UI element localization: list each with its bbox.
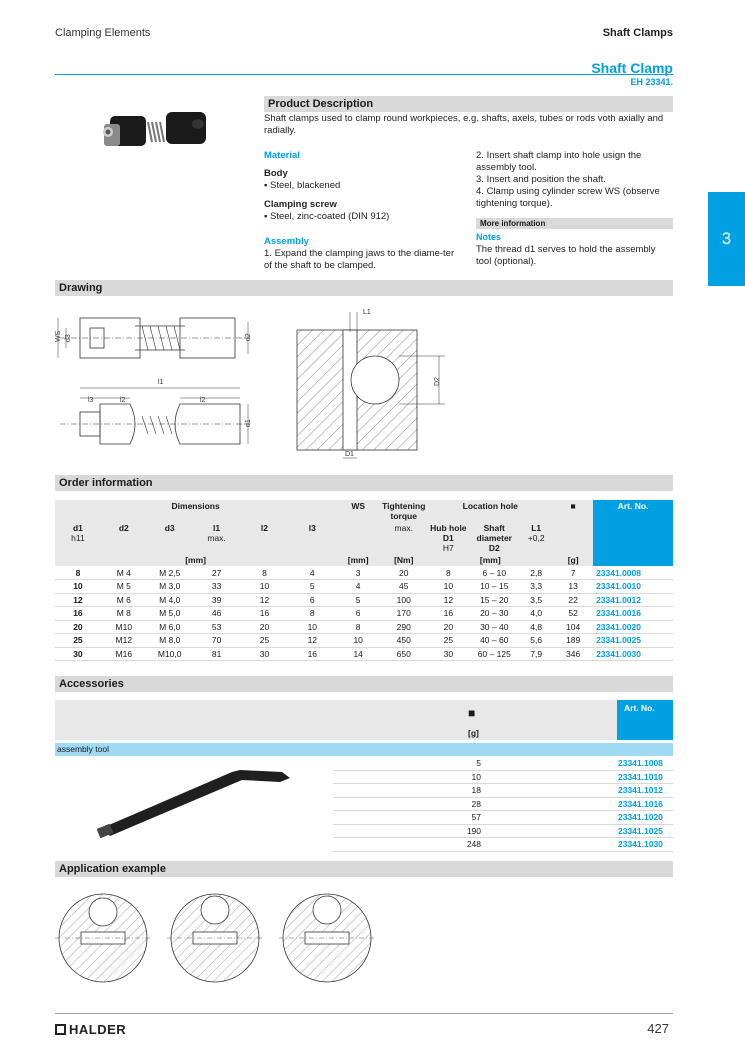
product-code: EH 23341. xyxy=(630,77,673,87)
assembly-step-4: 4. Clamp using cylinder screw WS (observe tightening torque). xyxy=(476,186,660,209)
order-art-no[interactable]: 23341.0025 xyxy=(593,634,673,648)
col-d1-sub: h11 xyxy=(71,533,85,543)
body-label: Body xyxy=(264,168,288,179)
product-description-heading: Product Description xyxy=(264,96,673,112)
col-d1 xyxy=(55,522,101,554)
order-cell: M 8 xyxy=(101,607,147,621)
accessory-art-no[interactable]: 23341.1010 xyxy=(618,771,663,782)
label-D2: D2 xyxy=(434,377,441,386)
accessory-art-no[interactable]: 23341.1012 xyxy=(618,785,663,796)
order-cell: M12 xyxy=(101,634,147,648)
assembly-step-3: 3. Insert and position the shaft. xyxy=(476,174,606,185)
accessory-row xyxy=(333,771,673,785)
order-cell: 650 xyxy=(380,647,427,661)
weight-icon: ■ xyxy=(553,500,593,522)
accessories-heading: Accessories xyxy=(55,676,673,692)
footer-rule xyxy=(55,1013,673,1014)
accessories-art-no-header: Art. No. xyxy=(617,700,673,740)
col-L1-sub: +0,2 xyxy=(527,533,545,543)
order-cell: 70 xyxy=(193,634,241,648)
order-row xyxy=(55,566,673,580)
label-L1: L1 xyxy=(363,309,371,316)
order-art-no[interactable]: 23341.0016 xyxy=(593,607,673,621)
order-cell: M 4 xyxy=(101,566,147,580)
chapter-tab[interactable]: 3 xyxy=(708,192,745,286)
accessory-art-no[interactable]: 23341.1016 xyxy=(618,798,663,809)
order-cell: 25 xyxy=(55,634,101,648)
order-cell: 3 xyxy=(336,566,380,580)
col-d3: d3 xyxy=(147,522,193,554)
col-l2: l2 xyxy=(241,522,289,554)
order-cell: 104 xyxy=(553,620,593,634)
accessory-row xyxy=(333,798,673,812)
order-cell: M 5 xyxy=(101,580,147,594)
accessory-weight: 18 xyxy=(471,785,481,796)
body-item-text: Steel, blackened xyxy=(270,180,341,191)
accessory-art-no[interactable]: 23341.1030 xyxy=(618,839,663,850)
technical-drawing-installation xyxy=(295,302,450,464)
col-hub xyxy=(427,522,469,554)
label-l2-left: l2 xyxy=(120,397,126,404)
order-cell: 8 xyxy=(55,566,101,580)
order-cell: 30 xyxy=(427,647,469,661)
col-shaft-d2: D2 xyxy=(488,543,500,553)
header-category: Shaft Clamps xyxy=(602,27,673,39)
notes-label: Notes xyxy=(476,232,502,242)
unit-mm: [mm] xyxy=(55,554,336,566)
order-cell: 16 xyxy=(427,607,469,621)
order-heading: Order information xyxy=(55,475,673,491)
order-row xyxy=(55,607,673,621)
order-cell: 4,8 xyxy=(519,620,553,634)
page-number: 427 xyxy=(647,1021,669,1036)
order-cell: 27 xyxy=(193,566,241,580)
order-row xyxy=(55,647,673,661)
col-l1-label: l1 xyxy=(213,523,221,533)
assembly-step-4-text: Clamp using cylinder screw WS (observe tightening torque). xyxy=(476,186,660,209)
order-art-no-header: Art. No. xyxy=(593,500,673,566)
accessory-row xyxy=(333,825,673,839)
order-cell: 45 xyxy=(380,580,427,594)
accessory-art-no[interactable]: 23341.1025 xyxy=(618,825,663,836)
order-cell: M10 xyxy=(101,620,147,634)
order-cell: 60 – 125 xyxy=(469,647,519,661)
order-table xyxy=(55,500,673,661)
order-table-body xyxy=(55,566,673,661)
order-group-location: Location hole xyxy=(427,500,553,522)
order-cell: 16 xyxy=(288,647,336,661)
product-image xyxy=(88,104,218,164)
order-cell: 20 xyxy=(380,566,427,580)
order-cell: 10 xyxy=(55,580,101,594)
order-cell: 450 xyxy=(380,634,427,648)
order-cell: 13 xyxy=(553,580,593,594)
accessories-table-header xyxy=(55,700,673,740)
order-cell: 10 xyxy=(288,620,336,634)
order-art-no[interactable]: 23341.0030 xyxy=(593,647,673,661)
order-cell: 12 xyxy=(241,593,289,607)
order-cell: 81 xyxy=(193,647,241,661)
screw-item: ▪ Steel, zinc-coated (DIN 912) xyxy=(264,211,390,222)
assembly-tool-image xyxy=(92,760,297,840)
brand-logo xyxy=(55,1022,126,1037)
order-cell: 40 – 60 xyxy=(469,634,519,648)
description-text: Shaft clamps used to clamp round workpieces, e.g. shafts, axels, tubes or rods voth axially and radially. xyxy=(264,113,664,136)
order-cell: M 6,0 xyxy=(147,620,193,634)
application-example-3 xyxy=(279,894,375,982)
order-cell: 290 xyxy=(380,620,427,634)
col-L1 xyxy=(519,522,553,554)
accessory-weight: 28 xyxy=(471,798,481,809)
order-cell: 8 xyxy=(288,607,336,621)
application-example-2 xyxy=(167,894,263,982)
order-cell: 10 xyxy=(241,580,289,594)
label-d1: d1 xyxy=(245,419,252,427)
page-title: Shaft Clamp xyxy=(591,60,673,76)
body-item: ▪ Steel, blackened xyxy=(264,180,341,191)
application-heading: Application example xyxy=(55,861,673,877)
technical-drawing-clamp xyxy=(50,300,260,470)
col-d2: d2 xyxy=(101,522,147,554)
screw-item-text: Steel, zinc-coated (DIN 912) xyxy=(270,211,390,222)
accessory-weight: 10 xyxy=(471,771,481,782)
label-l3: l3 xyxy=(88,397,94,404)
screw-label: Clamping screw xyxy=(264,199,337,210)
col-d1-label: d1 xyxy=(72,523,83,533)
order-cell: 20 – 30 xyxy=(469,607,519,621)
order-cell: 30 xyxy=(241,647,289,661)
accessory-row xyxy=(333,811,673,825)
order-cell: 4,0 xyxy=(519,607,553,621)
drawing-heading: Drawing xyxy=(55,280,673,296)
brand-name: HALDER xyxy=(69,1022,127,1037)
order-art-no[interactable]: 23341.0010 xyxy=(593,580,673,594)
order-cell: 170 xyxy=(380,607,427,621)
order-cell: 8 xyxy=(336,620,380,634)
order-cell: M 2,5 xyxy=(147,566,193,580)
order-cell: 52 xyxy=(553,607,593,621)
order-cell: M 3,0 xyxy=(147,580,193,594)
order-cell: 22 xyxy=(553,593,593,607)
order-cell: 6 xyxy=(336,607,380,621)
assembly-step-1-text: Expand the clamping jaws to the diame-ter of the shaft to be clamped. xyxy=(264,248,455,271)
order-cell: 15 – 20 xyxy=(469,593,519,607)
unit-g: [g] xyxy=(553,554,593,566)
accessory-weight: 57 xyxy=(471,812,481,823)
more-info-heading: More information xyxy=(476,218,673,229)
order-cell: 39 xyxy=(193,593,241,607)
order-cell: 20 xyxy=(55,620,101,634)
accessories-list xyxy=(333,757,673,852)
order-cell: 5 xyxy=(336,593,380,607)
col-l1-sub: max. xyxy=(207,533,226,543)
label-l1: l1 xyxy=(158,379,164,386)
order-group-ws: WS xyxy=(336,500,380,522)
order-cell: 10 – 15 xyxy=(469,580,519,594)
accessory-weight: 5 xyxy=(476,758,481,769)
order-cell: 30 – 40 xyxy=(469,620,519,634)
order-cell: 20 xyxy=(427,620,469,634)
label-ws: WS xyxy=(55,330,62,342)
assembly-step-1: 1. Expand the clamping jaws to the diame-ter of the shaft to be clamped. xyxy=(264,248,455,271)
order-cell: 33 xyxy=(193,580,241,594)
order-group-dimensions: Dimensions xyxy=(55,500,336,522)
order-cell: 6 xyxy=(288,593,336,607)
order-row xyxy=(55,593,673,607)
order-cell: 5,6 xyxy=(519,634,553,648)
weight-icon: ■ xyxy=(468,706,476,720)
order-cell: M10,0 xyxy=(147,647,193,661)
order-cell: 7,9 xyxy=(519,647,553,661)
order-cell: 16 xyxy=(55,607,101,621)
label-d2: d2 xyxy=(245,333,252,341)
order-cell: 346 xyxy=(553,647,593,661)
order-cell: 8 xyxy=(241,566,289,580)
accessory-weight: 190 xyxy=(466,825,481,836)
order-cell: 3,3 xyxy=(519,580,553,594)
application-example-drawings xyxy=(55,882,385,992)
assembly-label: Assembly xyxy=(264,236,309,247)
material-label: Material xyxy=(264,150,300,161)
assembly-step-2-text: Insert shaft clamp into hole usign the assembly tool. xyxy=(476,150,642,173)
assembly-step-3-text: Insert and position the shaft. xyxy=(486,174,606,185)
label-D1: D1 xyxy=(345,451,354,458)
order-cell: 30 xyxy=(55,647,101,661)
order-group-torque: Tightening torque xyxy=(382,501,426,521)
header-rule xyxy=(55,74,673,75)
order-cell: 6 – 10 xyxy=(469,566,519,580)
col-hub-label: Hub hole xyxy=(430,523,467,533)
order-cell: 12 xyxy=(288,634,336,648)
label-l2-right: l2 xyxy=(200,397,206,404)
order-row xyxy=(55,634,673,648)
col-torque-sub: max. xyxy=(380,522,427,554)
order-cell: 12 xyxy=(427,593,469,607)
order-cell: 4 xyxy=(336,580,380,594)
order-cell: M 8,0 xyxy=(147,634,193,648)
order-cell: 8 xyxy=(427,566,469,580)
col-L1-label: L1 xyxy=(531,523,542,533)
order-cell: 16 xyxy=(241,607,289,621)
order-cell: 25 xyxy=(241,634,289,648)
order-cell: M16 xyxy=(101,647,147,661)
order-cell: M 6 xyxy=(101,593,147,607)
accessory-art-no[interactable]: 23341.1020 xyxy=(618,812,663,823)
col-hub-sub: H7 xyxy=(442,543,454,553)
order-cell: 7 xyxy=(553,566,593,580)
order-cell: 12 xyxy=(55,593,101,607)
label-d3: d3 xyxy=(65,334,72,342)
col-hub-d1: D1 xyxy=(442,533,454,543)
notes-text: The thread d1 serves to hold the assembly tool (optional). xyxy=(476,244,656,267)
halder-logo-icon xyxy=(55,1024,66,1035)
order-cell: 10 xyxy=(427,580,469,594)
order-row xyxy=(55,620,673,634)
order-cell: 20 xyxy=(241,620,289,634)
order-cell: 46 xyxy=(193,607,241,621)
order-art-no[interactable]: 23341.0012 xyxy=(593,593,673,607)
accessory-art-no[interactable]: 23341.1008 xyxy=(618,758,663,769)
order-cell: M 5,0 xyxy=(147,607,193,621)
order-art-no[interactable]: 23341.0020 xyxy=(593,620,673,634)
unit-loc-mm: [mm] xyxy=(427,554,553,566)
order-cell: 3,5 xyxy=(519,593,553,607)
order-cell: 10 xyxy=(336,634,380,648)
accessory-row xyxy=(333,784,673,798)
col-shaft-label: Shaft diameter xyxy=(476,523,512,543)
application-example-1 xyxy=(55,894,151,982)
order-cell: 53 xyxy=(193,620,241,634)
order-art-no[interactable]: 23341.0008 xyxy=(593,566,673,580)
order-cell: 189 xyxy=(553,634,593,648)
accessory-row xyxy=(333,757,673,771)
accessories-unit: [g] xyxy=(468,728,479,738)
accessory-weight: 248 xyxy=(466,839,481,850)
unit-nm: [Nm] xyxy=(380,554,427,566)
header-section: Clamping Elements xyxy=(55,27,151,39)
order-cell: 4 xyxy=(288,566,336,580)
col-l3: l3 xyxy=(288,522,336,554)
assembly-step-2: 2. Insert shaft clamp into hole usign the assembly tool. xyxy=(476,150,642,173)
col-l1 xyxy=(193,522,241,554)
order-cell: 100 xyxy=(380,593,427,607)
accessories-group-label: assembly tool xyxy=(55,743,673,756)
order-cell: 5 xyxy=(288,580,336,594)
order-cell: 25 xyxy=(427,634,469,648)
col-shaft xyxy=(469,522,519,554)
order-cell: 14 xyxy=(336,647,380,661)
order-row xyxy=(55,580,673,594)
accessory-row xyxy=(333,838,673,852)
order-cell: 2,8 xyxy=(519,566,553,580)
order-cell: M 4,0 xyxy=(147,593,193,607)
unit-ws-mm: [mm] xyxy=(336,554,380,566)
